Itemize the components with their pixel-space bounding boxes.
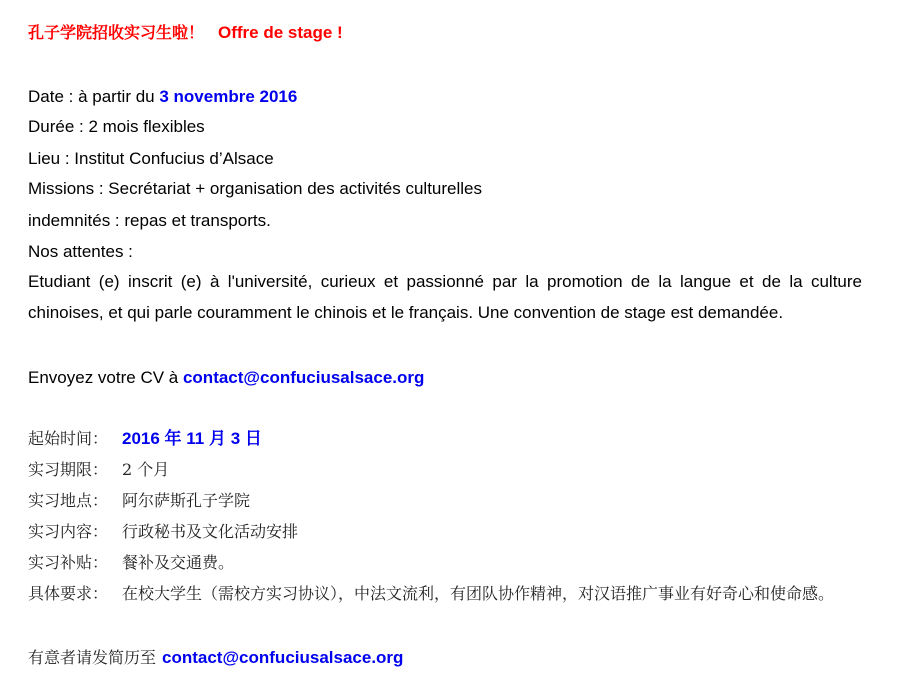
start-value: 2016 年 11 月 3 日 (122, 429, 262, 448)
place-value: 阿尔萨斯孔子学院 (122, 491, 251, 510)
date-line (28, 86, 297, 108)
cv-line-chinese (28, 647, 403, 669)
date-value: 3 novembre 2016 (159, 87, 298, 106)
period-label: 实习期限： (28, 460, 109, 479)
announcement-title (28, 22, 343, 44)
duration-line: Durée : 2 mois flexibles (28, 117, 205, 136)
cv-line-french (28, 367, 424, 389)
place-line (28, 490, 250, 512)
email-link-chinese[interactable]: contact@confuciusalsace.org (162, 648, 404, 667)
title-chinese: 孔子学院招收实习生啦！ (28, 23, 205, 42)
email-link-french[interactable]: contact@confuciusalsace.org (182, 368, 425, 387)
cv-label-chinese: 有意者请发简历至 (28, 648, 157, 667)
expectations-label: Nos attentes : (28, 242, 133, 261)
requirements-label: 具体要求： (28, 584, 109, 603)
requirements-block (28, 578, 862, 609)
requirements-value: 在校大学生（需校方实习协议），中法文流利，有团队协作精神，对汉语推广事业有好奇心和使命感。 (122, 584, 835, 603)
period-value: 2 个月 (122, 460, 170, 479)
cv-label-french: Envoyez votre CV à (28, 368, 183, 387)
location-line: Lieu : Institut Confucius d’Alsace (28, 149, 274, 168)
missions-line: Missions : Secrétariat + organisation des activités culturelles (28, 179, 483, 198)
content-line (28, 521, 298, 543)
allowance-line: indemnités : repas et transports. (28, 211, 271, 230)
period-line (28, 459, 169, 481)
place-label: 实习地点： (28, 491, 109, 510)
title-french: Offre de stage ! (218, 23, 343, 42)
content-label: 实习内容： (28, 522, 109, 541)
content-value: 行政秘书及文化活动安排 (122, 522, 299, 541)
date-label: Date : à partir du (28, 87, 160, 106)
expectations-text: Etudiant (e) inscrit (e) à l'université, curieux et passionné par la promotion de la langue et de la culture chinoises, et qui parle couramment le chinois et le français. Une convention de stage est demandée. (28, 272, 862, 322)
subsidy-value: 餐补及交通费。 (122, 553, 235, 572)
subsidy-label: 实习补贴： (28, 553, 109, 572)
start-label: 起始时间： (28, 429, 109, 448)
start-time-line (28, 428, 262, 450)
subsidy-line (28, 552, 234, 574)
